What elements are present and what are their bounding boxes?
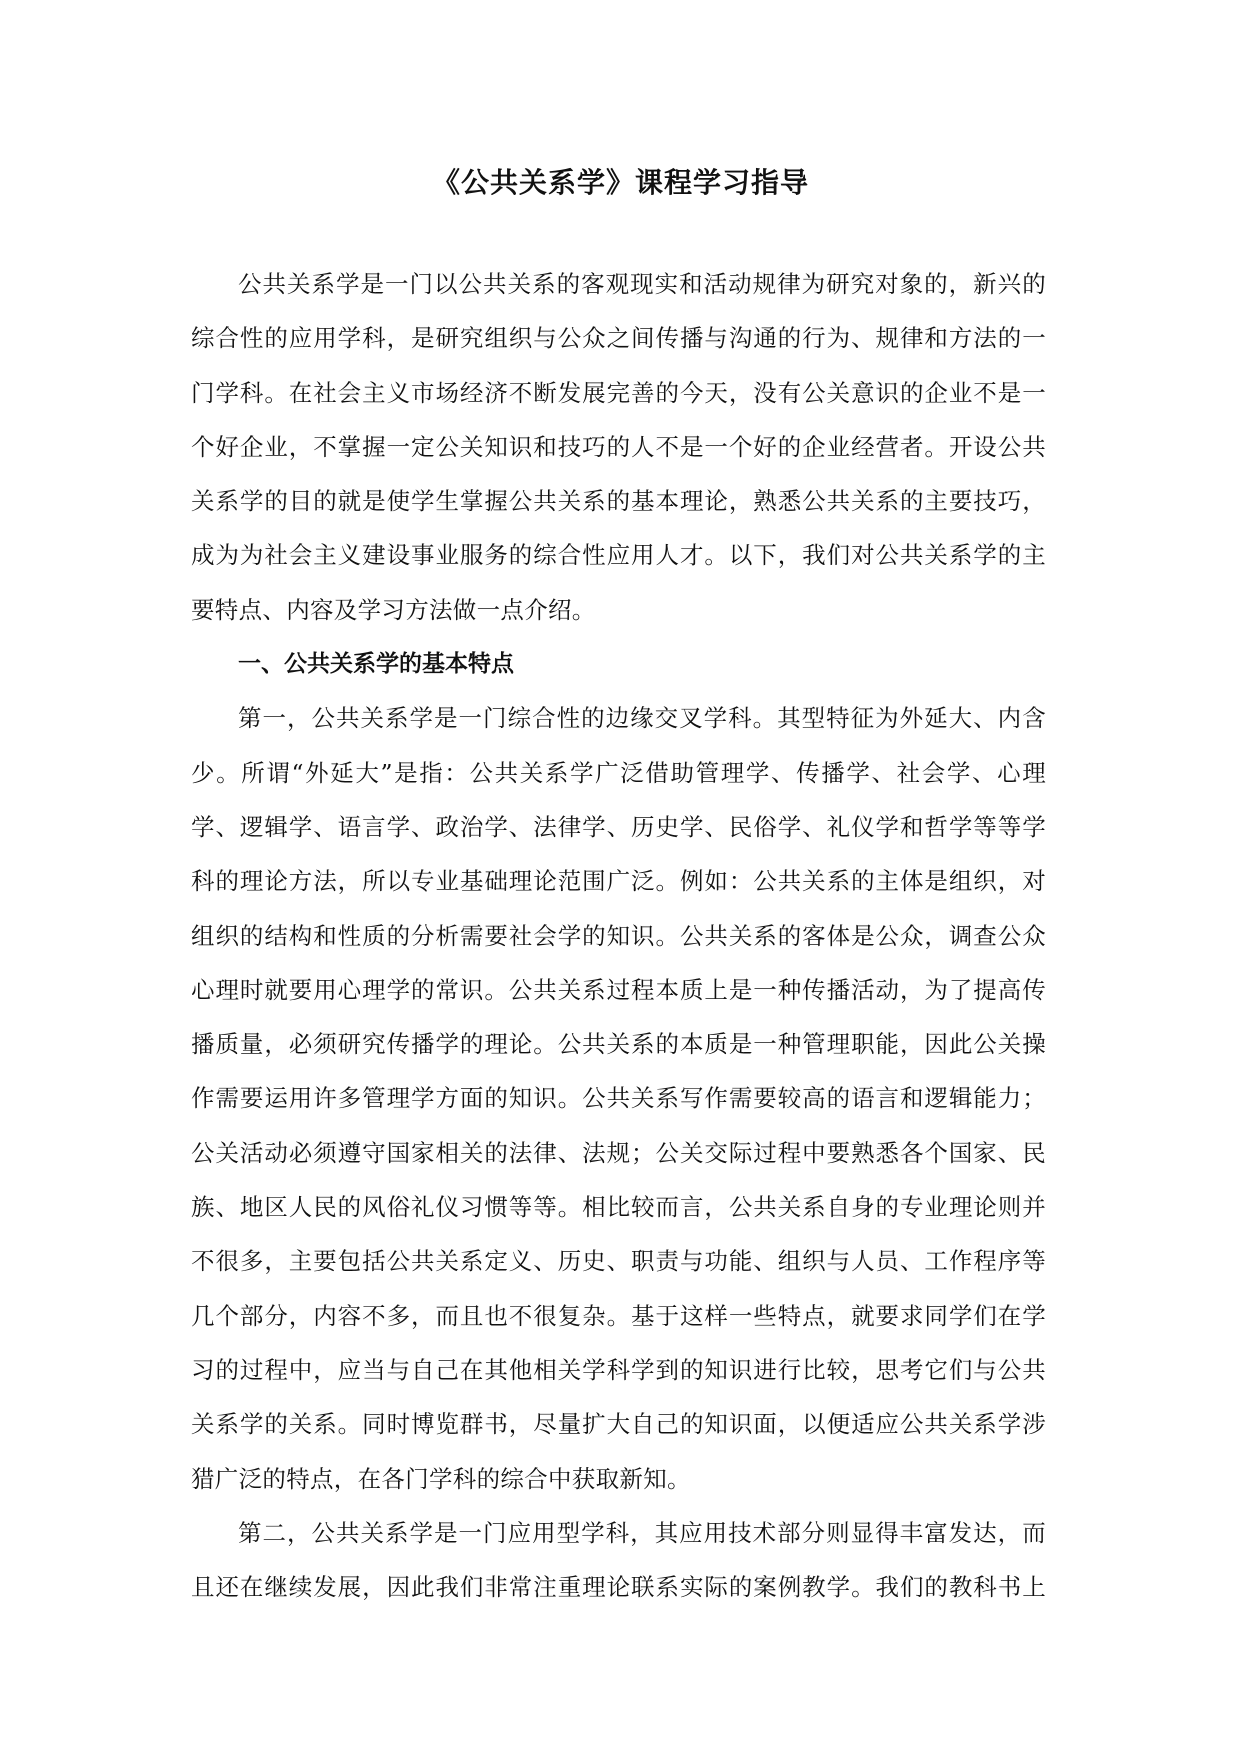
- text-line: 播质量，必须研究传播学的理论。公共关系的本质是一种管理职能，因此公关操: [191, 1030, 1046, 1059]
- text-line: 第二，公共关系学是一门应用型学科，其应用技术部分则显得丰富发达，而: [238, 1518, 1046, 1547]
- text-line: 个好企业，不掌握一定公关知识和技巧的人不是一个好的企业经营者。开设公共: [191, 432, 1046, 461]
- text-line: 少。所谓“外延大”是指：公共关系学广泛借助管理学、传播学、社会学、心理: [191, 758, 1046, 787]
- intro-paragraph: [191, 257, 1046, 637]
- text-line: 且还在继续发展，因此我们非常注重理论联系实际的案例教学。我们的教科书上: [191, 1573, 1046, 1602]
- text-line: 作需要运用许多管理学方面的知识。公共关系写作需要较高的语言和逻辑能力；: [191, 1084, 1046, 1113]
- second-point-paragraph: [191, 1506, 1046, 1615]
- text-line: 公共关系学是一门以公共关系的客观现实和活动规律为研究对象的，新兴的: [238, 270, 1046, 298]
- text-line: 组织的结构和性质的分析需要社会学的知识。公共关系的客体是公众，调查公众: [191, 921, 1046, 950]
- text-line: 习的过程中，应当与自己在其他相关学科学到的知识进行比较，思考它们与公共: [191, 1355, 1046, 1384]
- document-body: [191, 257, 1046, 1614]
- text-line: 要特点、内容及学习方法做一点介绍。: [191, 595, 596, 624]
- section-heading: 一、公共关系学的基本特点: [238, 651, 514, 678]
- text-line: 族、地区人民的风俗礼仪习惯等等。相比较而言，公共关系自身的专业理论则并: [191, 1193, 1046, 1222]
- text-line: 关系学的目的就是使学生掌握公共关系的基本理论，熟悉公共关系的主要技巧，: [191, 487, 1046, 516]
- text-line: 公关活动必须遵守国家相关的法律、法规；公关交际过程中要熟悉各个国家、民: [191, 1138, 1046, 1167]
- text-line: 几个部分，内容不多，而且也不很复杂。基于这样一些特点，就要求同学们在学: [191, 1301, 1046, 1330]
- text-line: 关系学的关系。同时博览群书，尽量扩大自己的知识面，以便适应公共关系学涉: [191, 1410, 1046, 1439]
- text-line: 不很多，主要包括公共关系定义、历史、职责与功能、组织与人员、工作程序等: [191, 1247, 1046, 1276]
- text-line: 成为为社会主义建设事业服务的综合性应用人才。以下，我们对公共关系学的主: [191, 541, 1046, 570]
- text-line: 综合性的应用学科，是研究组织与公众之间传播与沟通的行为、规律和方法的一: [191, 324, 1046, 353]
- text-line: 猎广泛的特点，在各门学科的综合中获取新知。: [191, 1464, 691, 1493]
- text-line: 学、逻辑学、语言学、政治学、法律学、历史学、民俗学、礼仪学和哲学等等学: [191, 812, 1046, 841]
- first-point-paragraph: [191, 691, 1046, 1505]
- text-line: 心理时就要用心理学的常识。公共关系过程本质上是一种传播活动，为了提高传: [191, 975, 1046, 1004]
- text-line: 门学科。在社会主义市场经济不断发展完善的今天，没有公关意识的企业不是一: [191, 378, 1046, 407]
- text-line: 科的理论方法，所以专业基础理论范围广泛。例如：公共关系的主体是组织，对: [191, 867, 1046, 896]
- document-title: 《公共关系学》课程学习指导: [431, 166, 809, 199]
- text-line: 第一，公共关系学是一门综合性的边缘交叉学科。其型特征为外延大、内含: [238, 704, 1046, 733]
